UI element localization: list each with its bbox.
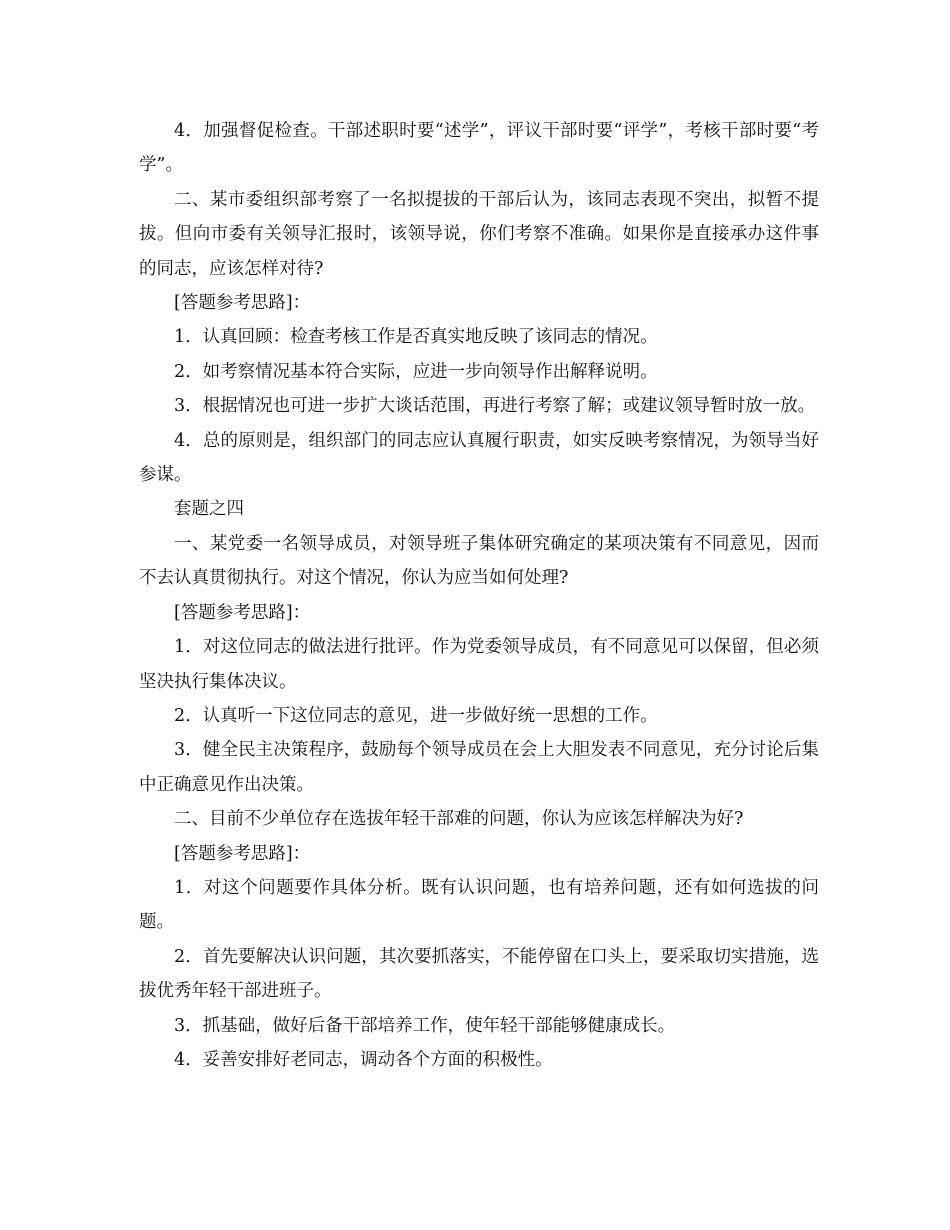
paragraph-3: [答题参考思路]： <box>174 293 311 314</box>
paragraph-10: [答题参考思路]： <box>174 602 311 623</box>
paragraph-6: 3．根据情况也可进一步扩大谈话范围，再进行考察了解；或建议领导暂时放一放。 <box>174 396 816 417</box>
paragraph-14: 二、目前不少单位存在选拔年轻干部难的问题，你认为应该怎样解决为好? <box>174 809 744 830</box>
section-heading: 套题之四 <box>174 499 244 520</box>
paragraph-1: 4．加强督促检查。干部述职时要“述学”，评议干部时要“评学”，考核干部时要“考学”。 <box>139 121 819 176</box>
paragraph-19: 4．妥善安排好老同志，调动各个方面的积极性。 <box>174 1049 553 1070</box>
paragraph-2: 二、某市委组织部考察了一名拟提拔的干部后认为，该同志表现不突出，拟暂不提拔。但向市委有关领导汇报时，该领导说，你们考察不准确。如果你是直接承办这件事的同志，应该怎样对待? <box>139 189 819 279</box>
paragraph-12: 2．认真听一下这位同志的意见，进一步做好统一思想的工作。 <box>174 705 658 726</box>
paragraph-13: 3．健全民主决策程序，鼓励每个领导成员在会上大胆发表不同意见，充分讨论后集中正确意见作出决策。 <box>139 740 819 795</box>
paragraph-18: 3．抓基础，做好后备干部培养工作，使年轻干部能够健康成长。 <box>174 1015 676 1036</box>
paragraph-15: [答题参考思路]： <box>174 843 311 864</box>
paragraph-4: 1．认真回顾：检查考核工作是否真实地反映了该同志的情况。 <box>174 327 658 348</box>
paragraph-17: 2．首先要解决认识问题，其次要抓落实，不能停留在口头上，要采取切实措施，选拔优秀年轻干部进班子。 <box>139 946 819 1002</box>
paragraph-9: 一、某党委一名领导成员，对领导班子集体研究确定的某项决策有不同意见，因而不去认真贯彻执行。对这个情况，你认为应当如何处理? <box>139 533 819 589</box>
paragraph-16: 1．对这个问题要作具体分析。既有认识问题，也有培养问题，还有如何选拔的问题。 <box>139 877 819 933</box>
document-page <box>139 114 819 1077</box>
paragraph-5: 2．如考察情况基本符合实际，应进一步向领导作出解释说明。 <box>174 361 658 382</box>
paragraph-7: 4．总的原则是，组织部门的同志应认真履行职责，如实反映考察情况，为领导当好参谋。 <box>139 430 819 486</box>
paragraph-11: 1．对这位同志的做法进行批评。作为党委领导成员，有不同意见可以保留，但必须坚决执行集体决议。 <box>139 637 819 692</box>
